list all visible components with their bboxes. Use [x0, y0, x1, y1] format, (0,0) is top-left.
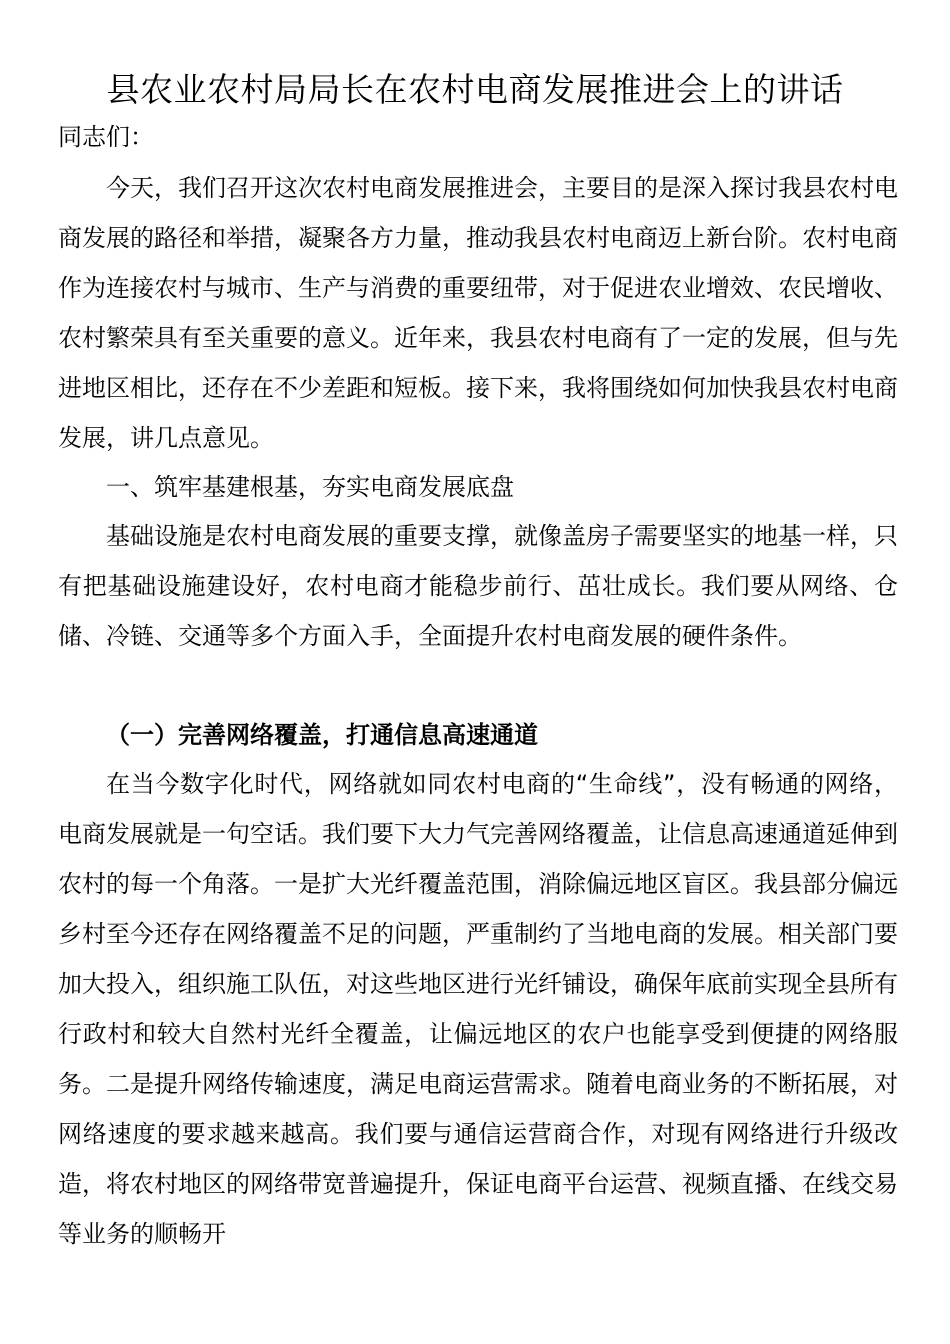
document-title: 县农业农村局局长在农村电商发展推进会上的讲话 — [106, 70, 844, 109]
section-heading-1: 一、筑牢基建根基，夯实电商发展底盘 — [106, 473, 514, 501]
paragraph-infrastructure: 基础设施是农村电商发展的重要支撑，就像盖房子需要坚实的地基一样，只有把基础设施建设好，农村电商才能稳步前行、茁壮成长。我们要从网络、仓储、冷链、交通等多个方面入手，全面提升农村电商发展的硬件条件。 — [58, 522, 898, 650]
subsection-heading-1: （一）完善网络覆盖，打通信息高速通道 — [106, 721, 538, 749]
paragraph-intro: 今天，我们召开这次农村电商发展推进会，主要目的是深入探讨我县农村电商发展的路径和举措，凝聚各方力量，推动我县农村电商迈上新台阶。农村电商作为连接农村与城市、生产与消费的重要纽带，对于促进农业增效、农民增收、农村繁荣具有至关重要的意义。近年来，我县农村电商有了一定的发展，但与先进地区相比，还存在不少差距和短板。接下来，我将围绕如何加快我县农村电商发展，讲几点意见。 — [58, 174, 898, 452]
paragraph-network: 在当今数字化时代，网络就如同农村电商的“生命线”，没有畅通的网络，电商发展就是一句空话。我们要下大力气完善网络覆盖，让信息高速通道延伸到农村的每一个角落。一是扩大光纤覆盖范围，消除偏远地区盲区。我县部分偏远乡村至今还存在网络覆盖不足的问题，严重制约了当地电商的发展。相关部门要加大投入，组织施工队伍，对这些地区进行光纤铺设，确保年底前实现全县所有行政村和较大自然村光纤全覆盖，让偏远地区的农户也能享受到便捷的网络服务。二是提升网络传输速度，满足电商运营需求。随着电商业务的不断拓展，对网络速度的要求越来越高。我们要与通信运营商合作，对现有网络进行升级改造，将农村地区的网络带宽普遍提升，保证电商平台运营、视频直播、在线交易等业务的顺畅开 — [58, 770, 898, 1248]
greeting: 同志们： — [58, 123, 154, 151]
